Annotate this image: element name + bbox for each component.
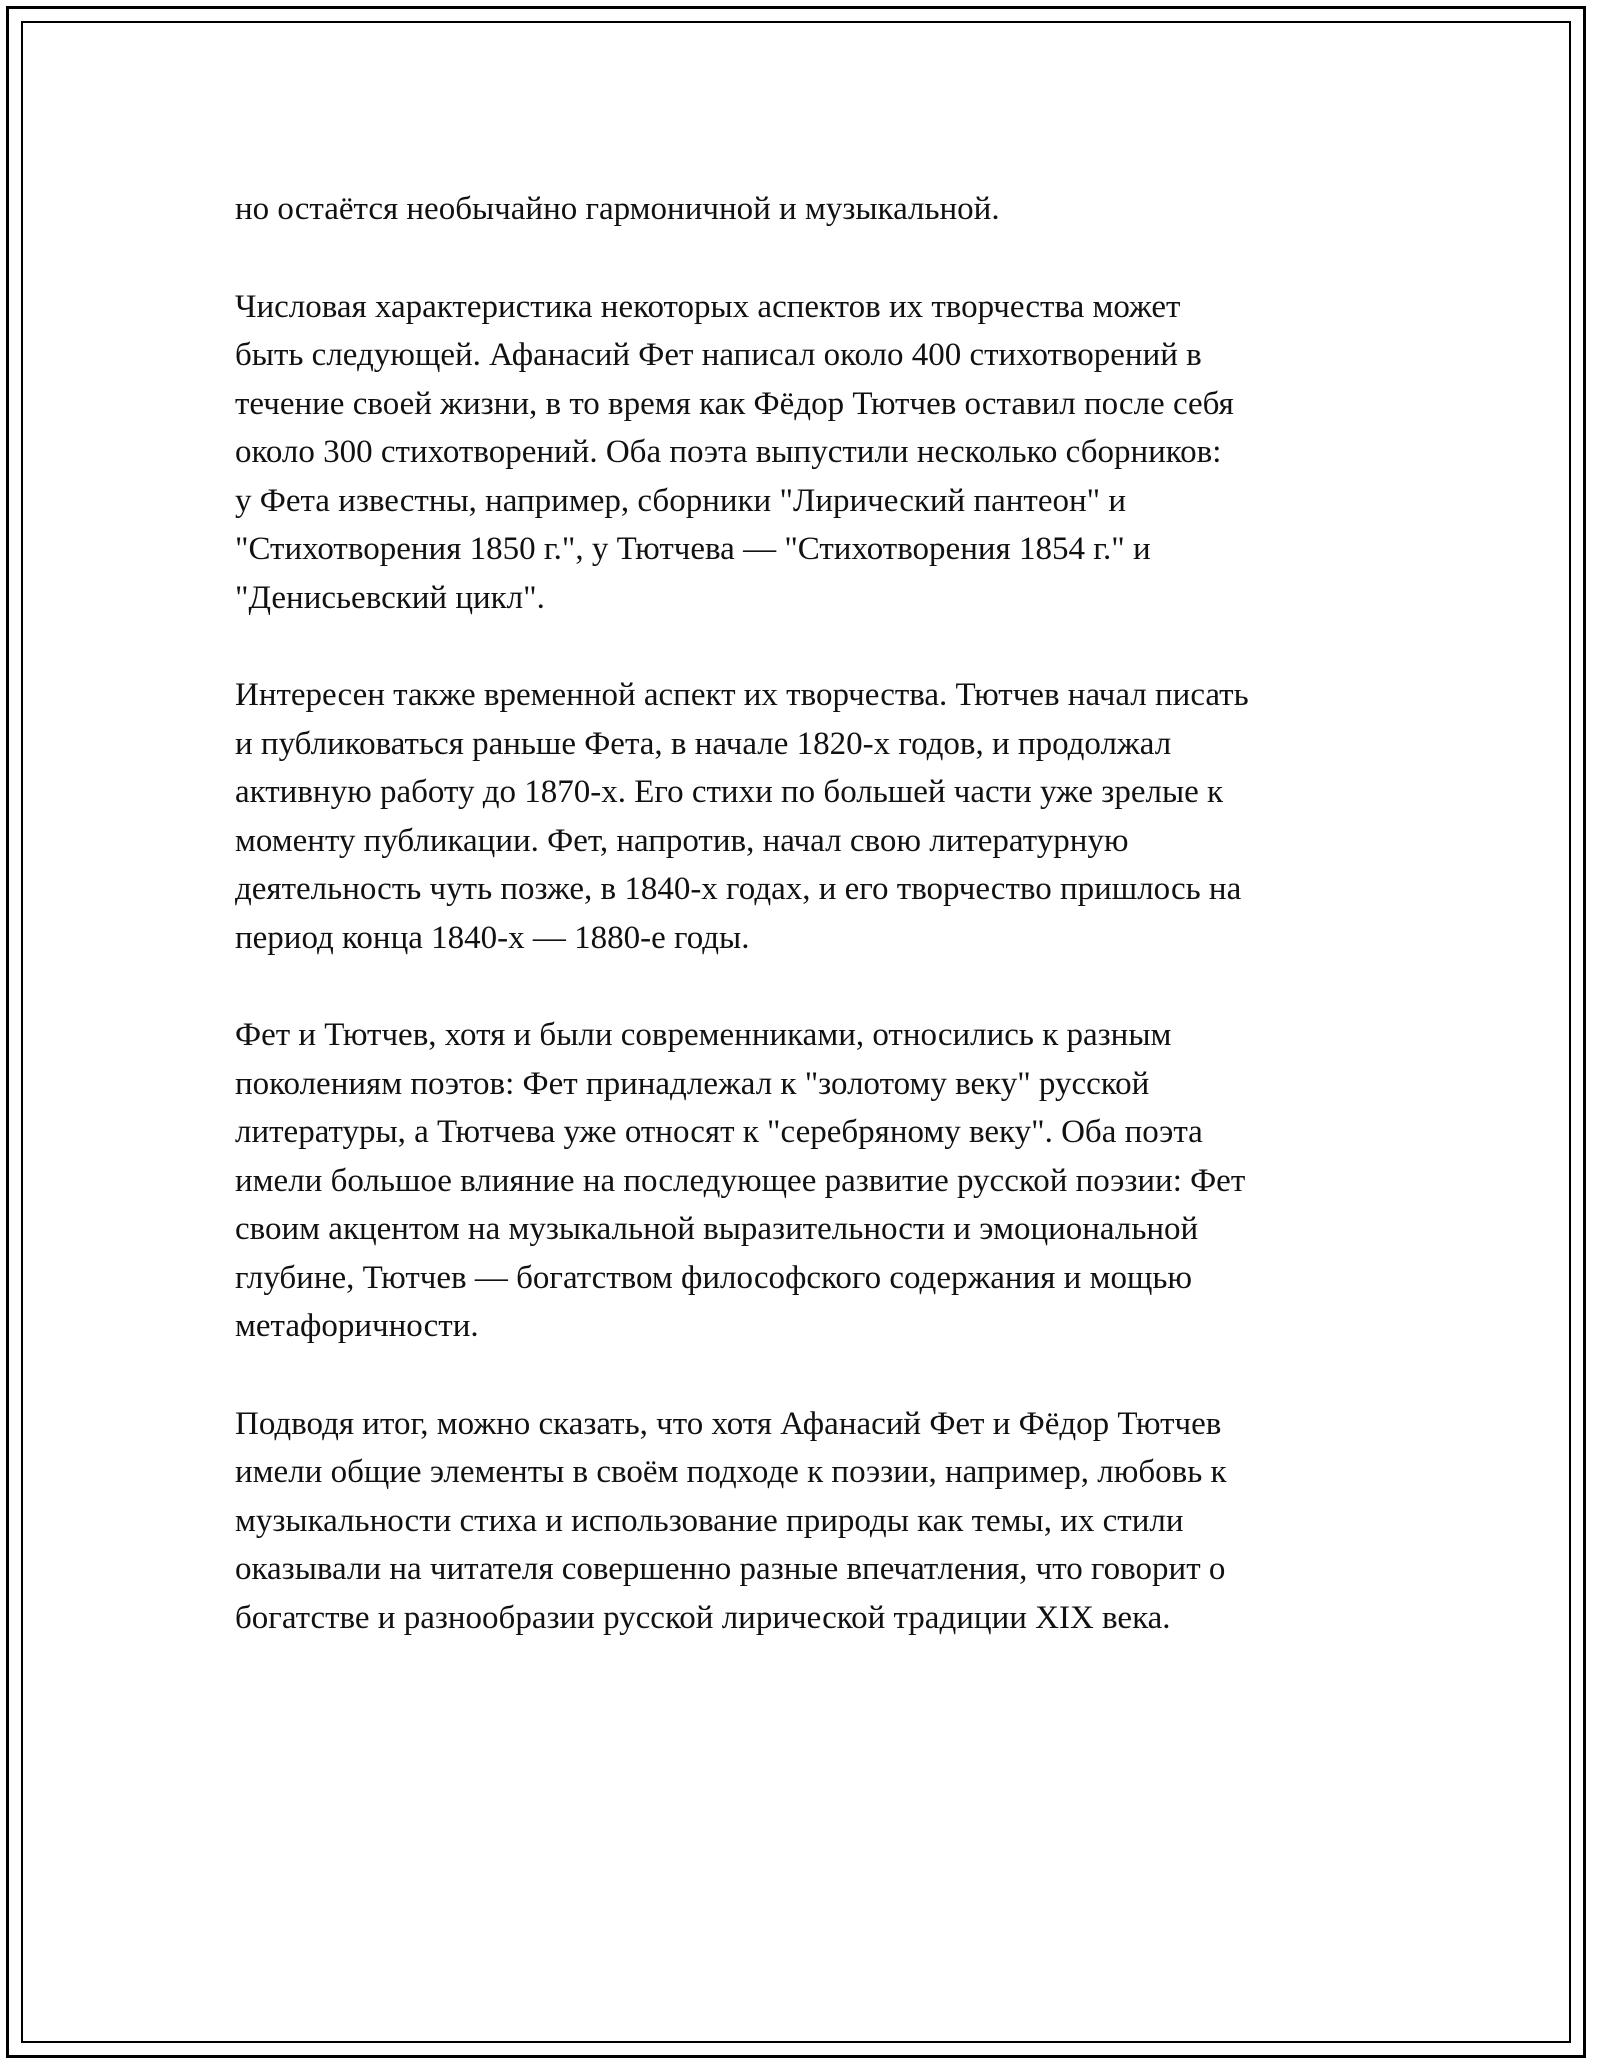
document-body — [235, 185, 1405, 1691]
paragraph-5 — [235, 1400, 1405, 1643]
text-line: быть следующей. Афанасий Фет написал около 400 стихотворений в — [235, 337, 1202, 373]
text-line: Подводя итог, можно сказать, что хотя Афанасий Фет и Фёдор Тютчев — [235, 1405, 1222, 1442]
text-line: "Денисьевский цикл". — [235, 579, 545, 616]
text-line: метафоричности. — [235, 1308, 479, 1344]
text-line: деятельность чуть позже, в 1840-х годах, и его творчество пришлось на — [235, 871, 1242, 907]
text-line: глубине, Тютчев — богатством философского содержания и мощью — [235, 1259, 1193, 1296]
paragraph-4 — [235, 1011, 1405, 1351]
text-line: но остаётся необычайно гармоничной и музыкальной. — [235, 191, 1000, 227]
text-line: моменту публикации. Фет, напротив, начал свою литературную — [235, 822, 1129, 859]
text-line: Числовая характеристика некоторых аспектов их творчества может — [235, 288, 1181, 325]
text-line: около 300 стихотворений. Оба поэта выпустили несколько сборников: — [235, 434, 1222, 470]
paragraph-2 — [235, 283, 1405, 623]
text-line: богатстве и разнообразии русской лирической традиции XIX века. — [235, 1599, 1171, 1636]
text-line: у Фета известны, например, сборники "Лирический пантеон" и — [235, 482, 1127, 519]
text-line: поколениям поэтов: Фет принадлежал к "золотому веку" русской — [235, 1065, 1150, 1102]
text-line: активную работу до 1870-х. Его стихи по большей части уже зрелые к — [235, 774, 1224, 810]
text-line: имели большое влияние на последующее развитие русской поэзии: Фет — [235, 1162, 1246, 1199]
text-line: имели общие элементы в своём подходе к поэзии, например, любовь к — [235, 1454, 1227, 1490]
text-line: Интересен также временной аспект их творчества. Тютчев начал писать — [235, 677, 1249, 713]
text-line: период конца 1840-х — 1880-е годы. — [235, 919, 750, 956]
text-line: Фет и Тютчев, хотя и были современниками, относились к разным — [235, 1017, 1172, 1053]
text-line: своим акцентом на музыкальной выразительности и эмоциональной — [235, 1211, 1199, 1247]
text-line: оказывали на читателя совершенно разные впечатления, что говорит о — [235, 1551, 1226, 1587]
text-line: музыкальности стиха и использование природы как темы, их стили — [235, 1502, 1184, 1539]
text-line: течение своей жизни, в то время как Фёдор Тютчев оставил после себя — [235, 385, 1234, 422]
text-line: и публиковаться раньше Фета, в начале 1820-х годов, и продолжал — [235, 725, 1172, 762]
paragraph-1 — [235, 185, 1405, 234]
text-line: "Стихотворения 1850 г.", у Тютчева — "Стихотворения 1854 г." и — [235, 531, 1151, 567]
text-line: литературы, а Тютчева уже относят к "серебряному веку". Оба поэта — [235, 1114, 1203, 1150]
paragraph-3 — [235, 671, 1405, 962]
